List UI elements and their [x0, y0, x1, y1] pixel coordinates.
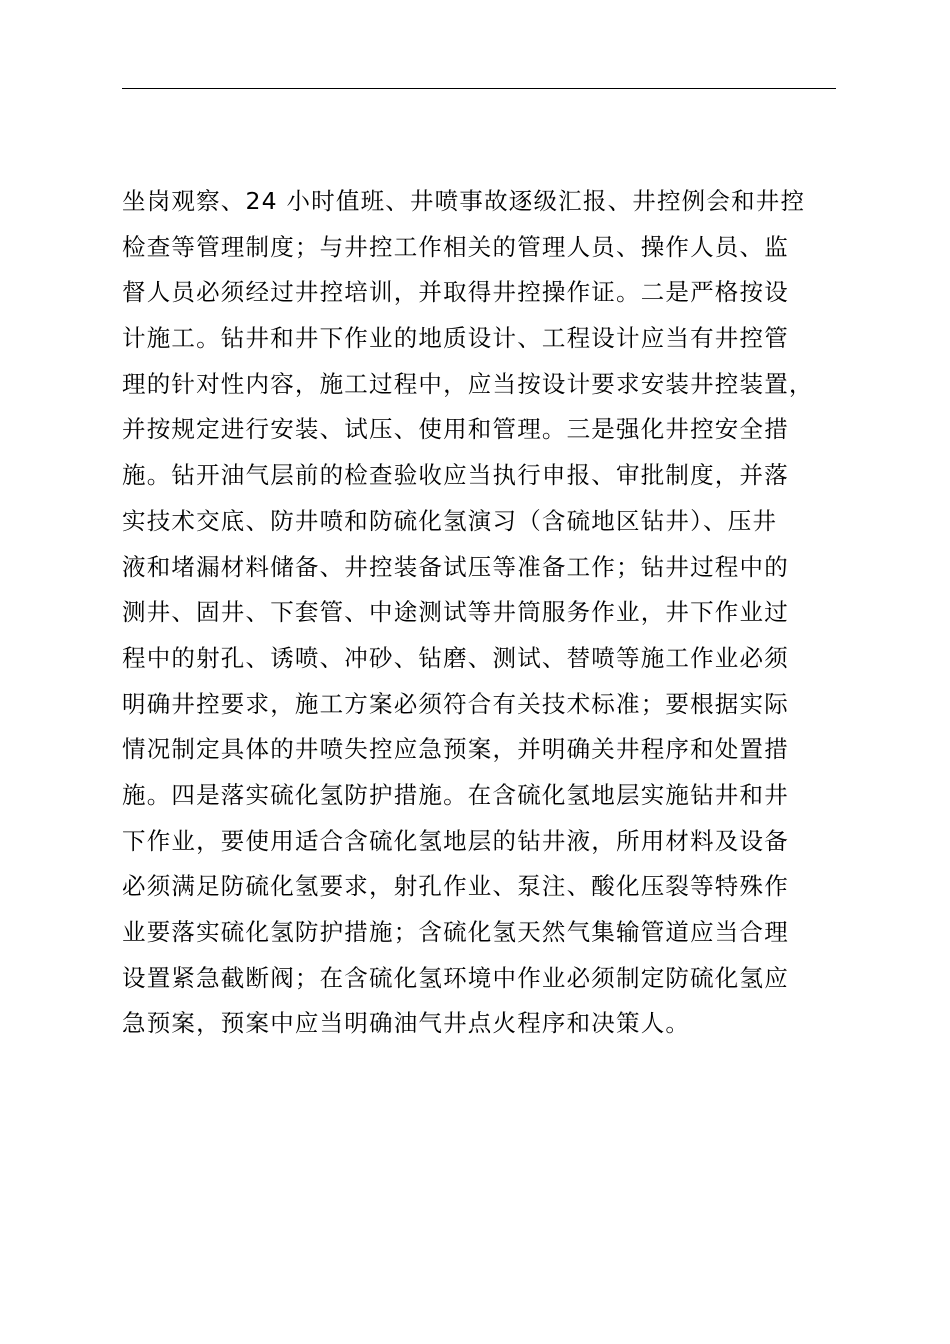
text-line: 施。钻开油气层前的检查验收应当执行申报、审批制度，并落 [122, 461, 789, 490]
text-line: 明确井控要求，施工方案必须符合有关技术标准；要根据实际 [122, 689, 789, 718]
header-rule [122, 88, 836, 89]
text-line: 督人员必须经过井控培训，并取得井控操作证。二是严格按设 [122, 278, 789, 307]
text-line: 实技术交底、防井喷和防硫化氢演习（含硫地区钻井）、压井 [122, 506, 778, 535]
text-line: 下作业，要使用适合含硫化氢地层的钻井液，所用材料及设备 [122, 826, 789, 855]
text-line: 测井、固井、下套管、中途测试等井筒服务作业，井下作业过 [122, 598, 789, 627]
text-line: 程中的射孔、诱喷、冲砂、钻磨、测试、替喷等施工作业必须 [122, 643, 789, 672]
text-line: 业要落实硫化氢防护措施；含硫化氢天然气集输管道应当合理 [122, 918, 789, 946]
text-line: 并按规定进行安装、试压、使用和管理。三是强化井控安全措 [122, 415, 789, 444]
text-line: 施。四是落实硫化氢防护措施。在含硫化氢地层实施钻井和井 [122, 780, 789, 809]
text-line: 检查等管理制度；与井控工作相关的管理人员、操作人员、监 [122, 232, 789, 261]
text-line: 急预案，预案中应当明确油气井点火程序和决策人。 [122, 1009, 691, 1038]
text-line: 理的针对性内容，施工过程中，应当按设计要求安装井控装置， [122, 369, 814, 398]
text-line: 必须满足防硫化氢要求，射孔作业、泵注、酸化压裂等特殊作 [122, 872, 789, 901]
text-line: 情况制定具体的井喷失控应急预案，并明确关井程序和处置措 [122, 735, 789, 764]
body-paragraph [122, 179, 857, 1047]
text-line: 液和堵漏材料储备、井控装备试压等准备工作；钻井过程中的 [122, 552, 789, 581]
text-line: 坐岗观察、24 小时值班、井喷事故逐级汇报、井控例会和井控 [122, 187, 806, 215]
text-line: 设置紧急截断阀；在含硫化氢环境中作业必须制定防硫化氢应 [122, 963, 789, 992]
text-line: 计施工。钻井和井下作业的地质设计、工程设计应当有井控管 [122, 324, 789, 353]
